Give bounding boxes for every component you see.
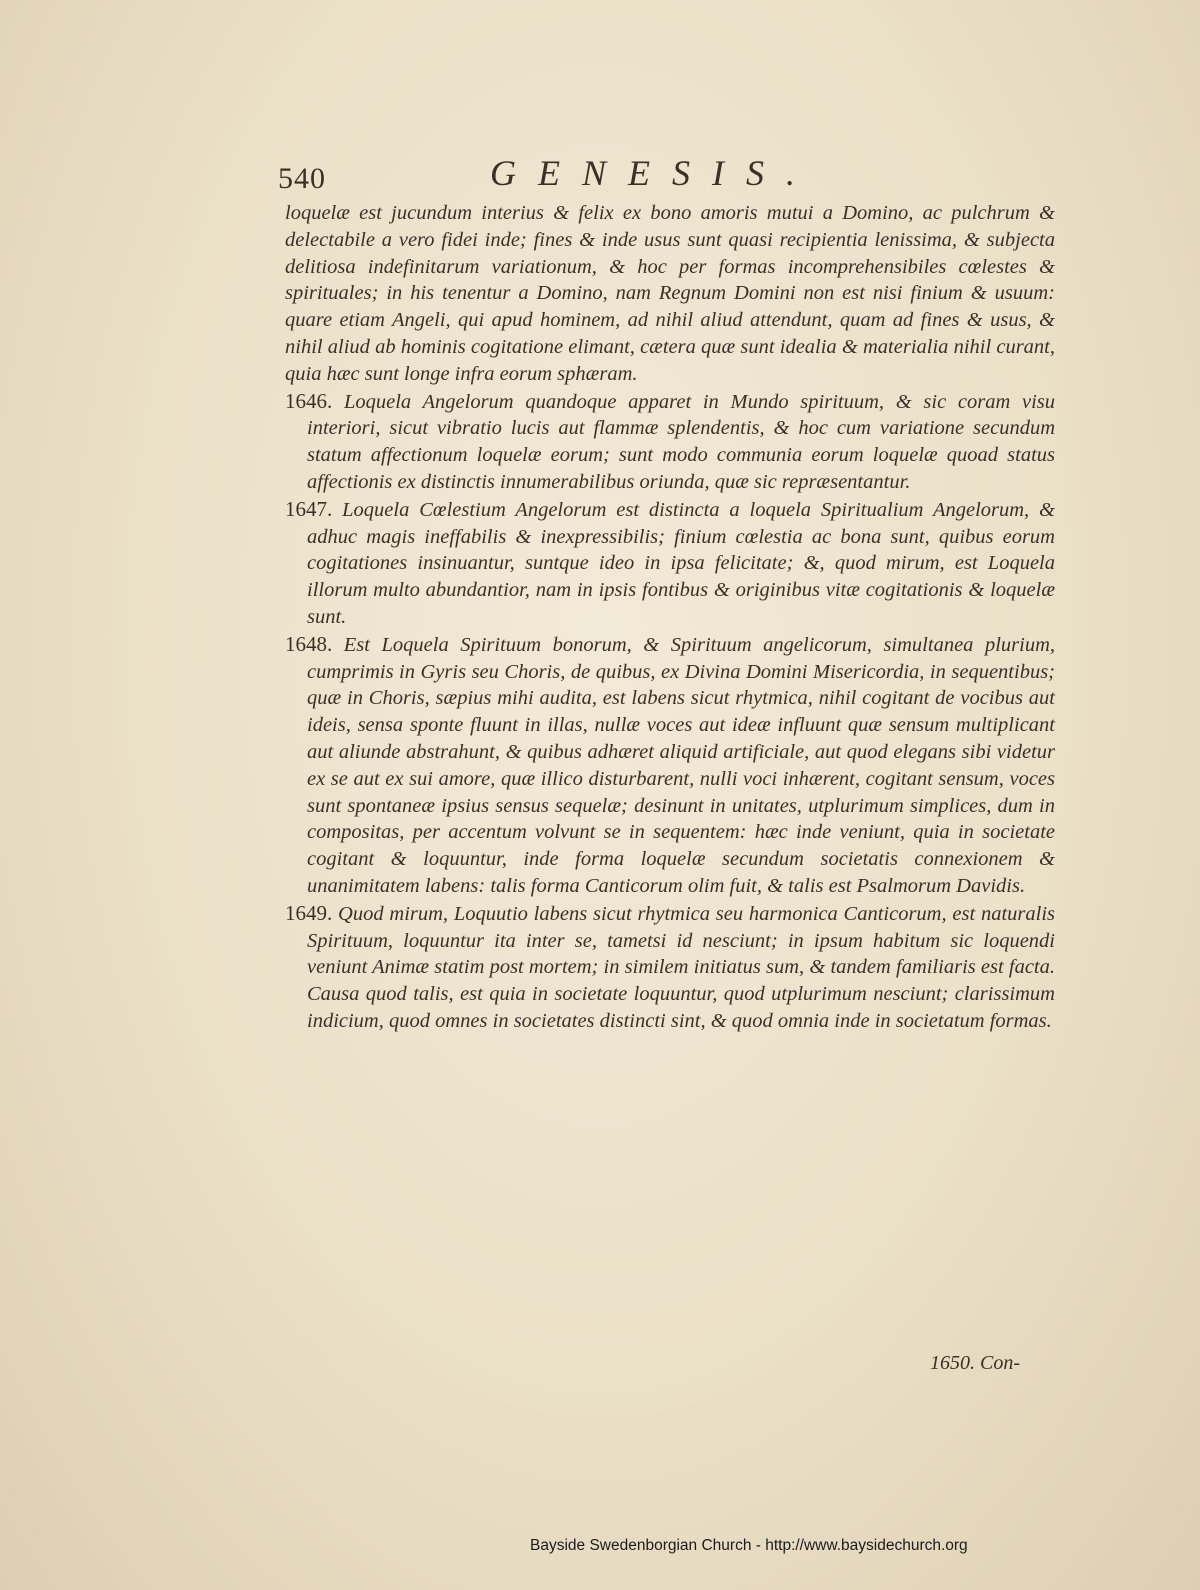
paragraph-text: Quod mirum, Loquutio labens sicut rhytmica seu harmonica Canticorum, est naturalis Spirituum, loquuntur ita inter se, tametsi id nesciunt; in ipsum habitum sic loquendi veniunt Animæ statim post mortem; in similem initiatus sum, & tandem familiaris est facta. Causa quod talis, est quia in societate loquuntur, quod utplurimum nesciunt; clarissimum indicium, quod omnes in societates distincti sint, & quod omnia inde in societatum formas.	[307, 902, 1055, 1032]
paragraph-text: Est Loquela Spirituum bonorum, & Spirituum angelicorum, simultanea plurium, cumprimis in Gyris seu Choris, de quibus, ex Divina Domini Misericordia, in sequentibus; quæ in Choris, sæpius mihi audita, est labens sicut rhytmica, nihil cogitant de vocibus aut ideis, sensa sponte fluunt in illas, nullæ voces aut ideæ influunt quæ sensum multiplicant aut aliunde abstrahunt, & quibus adhæret aliquid artificiale, aut quod elegans sibi videtur ex se aut ex sui amore, quæ illico disturbarent, nulli voci inhærent, cogitant sensum, voces sunt spontaneæ ipsius sensus sequelæ; desinunt in unitates, utplurimum simplices, dum in compositas, per accentum volvunt se in sequentem: hæc inde veniunt, quia in societate cogitant & loquuntur, inde forma loquelæ secundum societatis connexionem & unanimitatem labens: talis forma Canticorum olim fuit, & talis est Psalmorum Davidis.	[307, 633, 1055, 897]
footer-watermark: Bayside Swedenborgian Church - http://www.baysidechurch.org	[530, 1537, 968, 1554]
paragraph-text: Loquela Angelorum quandoque apparet in Mundo spirituum, & sic coram visu interiori, sicut vibratio lucis aut flammæ splendentis, & hoc cum variatione secundum statum affectionum loquelæ eorum; sunt modo communia eorum loquelæ quoad status affectionis ex distinctis innumerabilibus oriunda, quæ sic repræsentantur.	[307, 390, 1055, 493]
paragraph-number: 1648.	[285, 631, 333, 656]
paragraph-1648	[285, 631, 1055, 900]
paragraph-1649	[285, 900, 1055, 1035]
body-text	[285, 200, 1055, 1035]
paragraph-1647	[285, 496, 1055, 631]
paragraph-text: Loquela Cœlestium Angelorum est distincta a loquela Spiritualium Angelorum, & adhuc magis ineffabilis & inexpressibilis; finium cœlestia ac bona sunt, quibus eorum cogitationes insinuantur, suntque ideo in ipsa felicitate; &, quod mirum, est Loquela illorum multo abundantior, nam in ipsis fontibus & originibus vitæ cogitationis & loquelæ sunt.	[307, 498, 1056, 628]
paragraph-number: 1649.	[285, 900, 333, 925]
paragraph-number: 1646.	[285, 388, 333, 413]
catchword: 1650. Con-	[930, 1352, 1020, 1374]
page-number: 540	[278, 162, 326, 195]
paragraph-number: 1647.	[285, 496, 333, 521]
page-header	[270, 152, 890, 202]
running-head: GENESIS.	[490, 153, 817, 193]
paragraph-1646	[285, 388, 1055, 496]
paragraph-continued	[285, 200, 1055, 388]
paragraph-text: loquelæ est jucundum interius & felix ex bono amoris mutui a Domino, ac pulchrum & delectabile a vero fidei inde; fines & inde usus sunt quasi recipientia lenissima, & subjecta delitiosa indefinitarum variationum, & hoc per formas incomprehensibiles cœlestes & spirituales; in his tenentur a Domino, nam Regnum Domini non est nisi finium & usuum: quare etiam Angeli, qui apud hominem, ad nihil aliud attendunt, quam ad fines & usus, & nihil aliud ab hominis cogitatione elimant, cætera quæ sunt idealia & materialia nihil curant, quia hæc sunt longe infra eorum sphæram.	[285, 202, 1055, 385]
